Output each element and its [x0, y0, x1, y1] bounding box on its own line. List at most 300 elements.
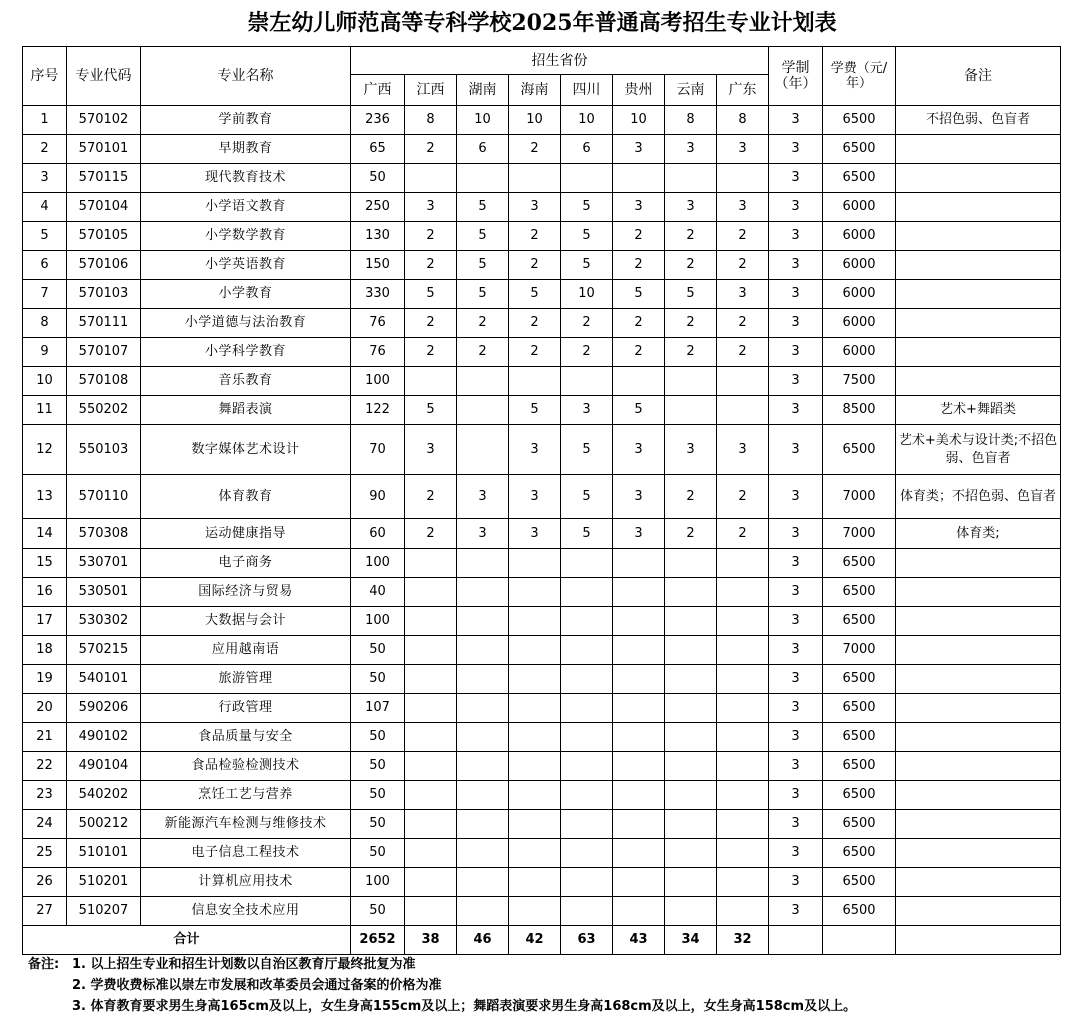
cell-remark — [896, 723, 1061, 752]
cell-fee: 6000 — [823, 309, 896, 338]
total-remark — [896, 926, 1061, 955]
cell-province-count: 8 — [717, 106, 769, 135]
cell-major-name: 电子信息工程技术 — [141, 839, 351, 868]
cell-seq: 24 — [23, 810, 67, 839]
total-years — [769, 926, 823, 955]
cell-years: 3 — [769, 425, 823, 475]
total-province-count: 34 — [665, 926, 717, 955]
cell-province-count — [717, 367, 769, 396]
footnotes — [28, 954, 1078, 1017]
table-row — [23, 752, 1061, 781]
cell-province-count — [665, 723, 717, 752]
cell-province-count — [561, 636, 613, 665]
cell-major-name: 食品检验检测技术 — [141, 752, 351, 781]
cell-years: 3 — [769, 810, 823, 839]
table-row — [23, 135, 1061, 164]
footnote-2: 2. 学费收费标准以崇左市发展和改革委员会通过备案的价格为准 — [72, 978, 442, 993]
cell-province-count — [405, 578, 457, 607]
cell-years: 3 — [769, 475, 823, 519]
cell-province-count — [405, 164, 457, 193]
cell-province-count: 50 — [351, 723, 405, 752]
total-fee — [823, 926, 896, 955]
cell-remark — [896, 752, 1061, 781]
cell-province-count — [457, 897, 509, 926]
cell-province-count — [665, 367, 717, 396]
cell-province-count — [457, 636, 509, 665]
cell-province-count: 2 — [665, 251, 717, 280]
cell-remark — [896, 578, 1061, 607]
cell-fee: 6000 — [823, 251, 896, 280]
cell-province-count: 2 — [405, 475, 457, 519]
cell-province-count: 236 — [351, 106, 405, 135]
cell-major-name: 舞蹈表演 — [141, 396, 351, 425]
cell-province-count — [665, 839, 717, 868]
cell-province-count: 3 — [717, 280, 769, 309]
cell-province-count: 3 — [457, 475, 509, 519]
cell-major-name: 旅游管理 — [141, 665, 351, 694]
cell-code: 570215 — [67, 636, 141, 665]
cell-seq: 1 — [23, 106, 67, 135]
cell-province-count: 2 — [509, 251, 561, 280]
cell-province-count: 2 — [717, 309, 769, 338]
cell-province-count — [405, 665, 457, 694]
cell-fee: 6000 — [823, 193, 896, 222]
cell-province-count: 76 — [351, 309, 405, 338]
cell-fee: 6500 — [823, 164, 896, 193]
cell-major-name: 小学语文教育 — [141, 193, 351, 222]
cell-province-count — [717, 164, 769, 193]
cell-province-count — [405, 607, 457, 636]
enrollment-plan-table — [22, 46, 1061, 955]
cell-remark — [896, 135, 1061, 164]
cell-years: 3 — [769, 164, 823, 193]
cell-major-name: 电子商务 — [141, 549, 351, 578]
cell-province-count — [405, 636, 457, 665]
cell-province-count: 2 — [717, 519, 769, 549]
cell-province-count: 5 — [561, 519, 613, 549]
cell-province-count — [509, 607, 561, 636]
cell-remark — [896, 193, 1061, 222]
table-row — [23, 549, 1061, 578]
cell-fee: 7000 — [823, 636, 896, 665]
cell-province-count: 50 — [351, 897, 405, 926]
cell-province-count — [457, 665, 509, 694]
cell-province-count: 5 — [509, 280, 561, 309]
cell-code: 490104 — [67, 752, 141, 781]
cell-code: 570101 — [67, 135, 141, 164]
total-province-count: 38 — [405, 926, 457, 955]
cell-province-count — [665, 694, 717, 723]
cell-code: 530302 — [67, 607, 141, 636]
cell-province-count: 3 — [509, 475, 561, 519]
cell-province-count: 2 — [613, 251, 665, 280]
cell-province-count: 2 — [509, 338, 561, 367]
cell-province-count — [613, 839, 665, 868]
cell-province-count — [561, 810, 613, 839]
cell-province-count — [613, 367, 665, 396]
cell-years: 3 — [769, 519, 823, 549]
cell-province-count — [509, 723, 561, 752]
cell-province-count — [613, 810, 665, 839]
header-province: 云南 — [665, 75, 717, 106]
cell-province-count: 5 — [561, 222, 613, 251]
cell-years: 3 — [769, 897, 823, 926]
cell-fee: 7000 — [823, 475, 896, 519]
cell-remark — [896, 665, 1061, 694]
cell-fee: 6500 — [823, 549, 896, 578]
table-row — [23, 665, 1061, 694]
cell-fee: 6500 — [823, 135, 896, 164]
cell-seq: 20 — [23, 694, 67, 723]
cell-province-count: 8 — [665, 106, 717, 135]
cell-code: 550202 — [67, 396, 141, 425]
table-row — [23, 781, 1061, 810]
cell-province-count: 3 — [665, 193, 717, 222]
cell-province-count: 2 — [717, 222, 769, 251]
cell-code: 490102 — [67, 723, 141, 752]
cell-code: 510201 — [67, 868, 141, 897]
cell-province-count: 2 — [457, 338, 509, 367]
cell-code: 570115 — [67, 164, 141, 193]
cell-province-count: 10 — [457, 106, 509, 135]
cell-province-count: 6 — [457, 135, 509, 164]
cell-province-count: 107 — [351, 694, 405, 723]
cell-seq: 7 — [23, 280, 67, 309]
cell-province-count: 2 — [509, 309, 561, 338]
cell-major-name: 行政管理 — [141, 694, 351, 723]
cell-province-count — [717, 607, 769, 636]
cell-seq: 14 — [23, 519, 67, 549]
table-row — [23, 475, 1061, 519]
total-row — [23, 926, 1061, 955]
cell-province-count — [405, 839, 457, 868]
cell-province-count — [665, 781, 717, 810]
cell-province-count — [509, 897, 561, 926]
cell-years: 3 — [769, 251, 823, 280]
cell-province-count — [509, 752, 561, 781]
cell-province-count: 2 — [561, 309, 613, 338]
cell-seq: 27 — [23, 897, 67, 926]
table-row — [23, 164, 1061, 193]
cell-province-count — [457, 578, 509, 607]
cell-province-count: 130 — [351, 222, 405, 251]
cell-major-name: 小学道德与法治教育 — [141, 309, 351, 338]
cell-seq: 5 — [23, 222, 67, 251]
cell-province-count — [509, 549, 561, 578]
cell-years: 3 — [769, 723, 823, 752]
cell-province-count — [509, 868, 561, 897]
cell-code: 530701 — [67, 549, 141, 578]
total-province-count: 42 — [509, 926, 561, 955]
total-province-count: 2652 — [351, 926, 405, 955]
cell-seq: 25 — [23, 839, 67, 868]
cell-province-count — [717, 752, 769, 781]
cell-province-count: 2 — [665, 309, 717, 338]
cell-years: 3 — [769, 665, 823, 694]
cell-province-count: 50 — [351, 810, 405, 839]
cell-province-count: 2 — [613, 338, 665, 367]
cell-province-count: 76 — [351, 338, 405, 367]
cell-province-count: 8 — [405, 106, 457, 135]
cell-remark — [896, 251, 1061, 280]
cell-seq: 10 — [23, 367, 67, 396]
cell-seq: 15 — [23, 549, 67, 578]
cell-province-count — [561, 868, 613, 897]
cell-province-count — [717, 810, 769, 839]
header-province: 贵州 — [613, 75, 665, 106]
cell-province-count: 3 — [561, 396, 613, 425]
cell-province-count — [561, 607, 613, 636]
cell-province-count — [405, 367, 457, 396]
cell-province-count: 3 — [717, 193, 769, 222]
cell-major-name: 小学教育 — [141, 280, 351, 309]
cell-province-count — [613, 723, 665, 752]
cell-seq: 11 — [23, 396, 67, 425]
cell-years: 3 — [769, 607, 823, 636]
cell-seq: 18 — [23, 636, 67, 665]
cell-province-count — [613, 665, 665, 694]
header-province: 江西 — [405, 75, 457, 106]
cell-remark — [896, 810, 1061, 839]
cell-province-count — [405, 868, 457, 897]
cell-province-count — [561, 694, 613, 723]
cell-major-name: 体育教育 — [141, 475, 351, 519]
cell-province-count — [665, 897, 717, 926]
cell-province-count: 2 — [613, 309, 665, 338]
table-row — [23, 251, 1061, 280]
cell-province-count — [509, 781, 561, 810]
cell-province-count: 3 — [509, 193, 561, 222]
cell-code: 590206 — [67, 694, 141, 723]
cell-remark — [896, 868, 1061, 897]
cell-province-count — [665, 164, 717, 193]
cell-province-count: 5 — [457, 222, 509, 251]
cell-province-count: 3 — [613, 193, 665, 222]
cell-province-count — [613, 636, 665, 665]
cell-province-count: 2 — [457, 309, 509, 338]
cell-province-count: 5 — [561, 425, 613, 475]
cell-province-count — [717, 839, 769, 868]
cell-province-count — [665, 665, 717, 694]
cell-years: 3 — [769, 338, 823, 367]
cell-province-count: 5 — [457, 193, 509, 222]
cell-major-name: 计算机应用技术 — [141, 868, 351, 897]
cell-province-count — [457, 367, 509, 396]
cell-seq: 9 — [23, 338, 67, 367]
cell-province-count: 5 — [561, 475, 613, 519]
cell-remark — [896, 607, 1061, 636]
cell-years: 3 — [769, 396, 823, 425]
cell-fee: 6000 — [823, 338, 896, 367]
cell-fee: 6500 — [823, 752, 896, 781]
cell-province-count: 3 — [509, 519, 561, 549]
cell-province-count: 3 — [457, 519, 509, 549]
cell-province-count — [561, 897, 613, 926]
cell-fee: 7000 — [823, 519, 896, 549]
cell-province-count: 2 — [665, 519, 717, 549]
header-remark: 备注 — [896, 47, 1061, 106]
cell-code: 570104 — [67, 193, 141, 222]
cell-major-name: 小学科学教育 — [141, 338, 351, 367]
footnote-1: 1. 以上招生专业和招生计划数以自治区教育厅最终批复为准 — [72, 957, 416, 972]
cell-seq: 2 — [23, 135, 67, 164]
cell-province-count: 2 — [509, 135, 561, 164]
cell-code: 500212 — [67, 810, 141, 839]
cell-province-count — [405, 723, 457, 752]
table-row — [23, 309, 1061, 338]
cell-years: 3 — [769, 694, 823, 723]
cell-remark — [896, 636, 1061, 665]
cell-fee: 6500 — [823, 810, 896, 839]
cell-province-count: 3 — [717, 425, 769, 475]
cell-province-count: 5 — [665, 280, 717, 309]
cell-province-count: 2 — [717, 251, 769, 280]
cell-province-count: 3 — [509, 425, 561, 475]
cell-province-count — [665, 396, 717, 425]
cell-province-count — [509, 665, 561, 694]
cell-province-count: 50 — [351, 752, 405, 781]
table-row — [23, 338, 1061, 367]
cell-remark — [896, 781, 1061, 810]
table-row — [23, 425, 1061, 475]
cell-fee: 6500 — [823, 578, 896, 607]
cell-province-count: 3 — [613, 475, 665, 519]
cell-province-count — [561, 367, 613, 396]
cell-province-count — [509, 694, 561, 723]
cell-fee: 6500 — [823, 839, 896, 868]
cell-years: 3 — [769, 367, 823, 396]
total-province-count: 32 — [717, 926, 769, 955]
table-row — [23, 868, 1061, 897]
total-province-count: 63 — [561, 926, 613, 955]
cell-major-name: 小学数学教育 — [141, 222, 351, 251]
cell-province-count: 2 — [717, 475, 769, 519]
cell-province-count: 2 — [665, 338, 717, 367]
cell-code: 570107 — [67, 338, 141, 367]
cell-province-count — [561, 839, 613, 868]
cell-years: 3 — [769, 578, 823, 607]
cell-province-count — [509, 578, 561, 607]
cell-province-count — [405, 694, 457, 723]
cell-province-count: 5 — [613, 280, 665, 309]
cell-province-count: 6 — [561, 135, 613, 164]
header-province: 广西 — [351, 75, 405, 106]
cell-province-count — [717, 396, 769, 425]
cell-province-count — [457, 839, 509, 868]
cell-province-count — [509, 164, 561, 193]
cell-years: 3 — [769, 549, 823, 578]
table-row — [23, 694, 1061, 723]
cell-code: 570308 — [67, 519, 141, 549]
cell-fee: 6500 — [823, 868, 896, 897]
cell-major-name: 国际经济与贸易 — [141, 578, 351, 607]
cell-province-count: 2 — [717, 338, 769, 367]
cell-remark: 不招色弱、色盲者 — [896, 106, 1061, 135]
table-row — [23, 607, 1061, 636]
cell-province-count: 2 — [405, 519, 457, 549]
cell-province-count — [561, 578, 613, 607]
cell-remark: 艺术+美术与设计类;不招色弱、色盲者 — [896, 425, 1061, 475]
cell-province-count: 3 — [613, 519, 665, 549]
cell-years: 3 — [769, 839, 823, 868]
cell-province-count — [717, 723, 769, 752]
cell-province-count — [457, 549, 509, 578]
cell-province-count: 3 — [405, 193, 457, 222]
table-row — [23, 578, 1061, 607]
table-row — [23, 723, 1061, 752]
cell-province-count: 100 — [351, 607, 405, 636]
cell-fee: 6000 — [823, 222, 896, 251]
cell-province-count: 100 — [351, 549, 405, 578]
table-row — [23, 193, 1061, 222]
cell-fee: 8500 — [823, 396, 896, 425]
cell-province-count: 100 — [351, 367, 405, 396]
cell-province-count — [405, 781, 457, 810]
cell-code: 570110 — [67, 475, 141, 519]
cell-remark — [896, 694, 1061, 723]
total-province-count: 46 — [457, 926, 509, 955]
cell-province-count: 2 — [405, 338, 457, 367]
cell-code: 570105 — [67, 222, 141, 251]
cell-province-count — [717, 636, 769, 665]
cell-seq: 23 — [23, 781, 67, 810]
cell-province-count: 150 — [351, 251, 405, 280]
table-row — [23, 396, 1061, 425]
cell-province-count — [561, 752, 613, 781]
cell-province-count — [561, 781, 613, 810]
cell-province-count — [665, 868, 717, 897]
cell-remark — [896, 897, 1061, 926]
cell-major-name: 运动健康指导 — [141, 519, 351, 549]
cell-province-count — [613, 607, 665, 636]
header-province: 湖南 — [457, 75, 509, 106]
header-years: 学制（年） — [769, 47, 823, 106]
cell-province-count: 5 — [457, 251, 509, 280]
cell-seq: 26 — [23, 868, 67, 897]
cell-major-name: 信息安全技术应用 — [141, 897, 351, 926]
cell-seq: 4 — [23, 193, 67, 222]
cell-years: 3 — [769, 106, 823, 135]
cell-years: 3 — [769, 868, 823, 897]
cell-years: 3 — [769, 222, 823, 251]
cell-seq: 21 — [23, 723, 67, 752]
cell-province-count — [509, 636, 561, 665]
cell-province-count: 10 — [561, 280, 613, 309]
cell-code: 570111 — [67, 309, 141, 338]
cell-province-count: 3 — [665, 425, 717, 475]
cell-province-count: 2 — [613, 222, 665, 251]
cell-fee: 6500 — [823, 694, 896, 723]
header-provinces-group: 招生省份 — [351, 47, 769, 75]
cell-remark — [896, 367, 1061, 396]
cell-major-name: 音乐教育 — [141, 367, 351, 396]
total-label: 合计 — [23, 926, 351, 955]
cell-province-count: 3 — [613, 135, 665, 164]
cell-fee: 6500 — [823, 106, 896, 135]
cell-province-count — [509, 839, 561, 868]
cell-remark — [896, 839, 1061, 868]
table-row — [23, 367, 1061, 396]
total-province-count: 43 — [613, 926, 665, 955]
cell-province-count — [717, 868, 769, 897]
cell-code: 510207 — [67, 897, 141, 926]
cell-province-count: 2 — [561, 338, 613, 367]
cell-province-count — [665, 636, 717, 665]
cell-province-count — [665, 752, 717, 781]
cell-code: 550103 — [67, 425, 141, 475]
table-row — [23, 810, 1061, 839]
header-fee: 学费（元/年） — [823, 47, 896, 106]
